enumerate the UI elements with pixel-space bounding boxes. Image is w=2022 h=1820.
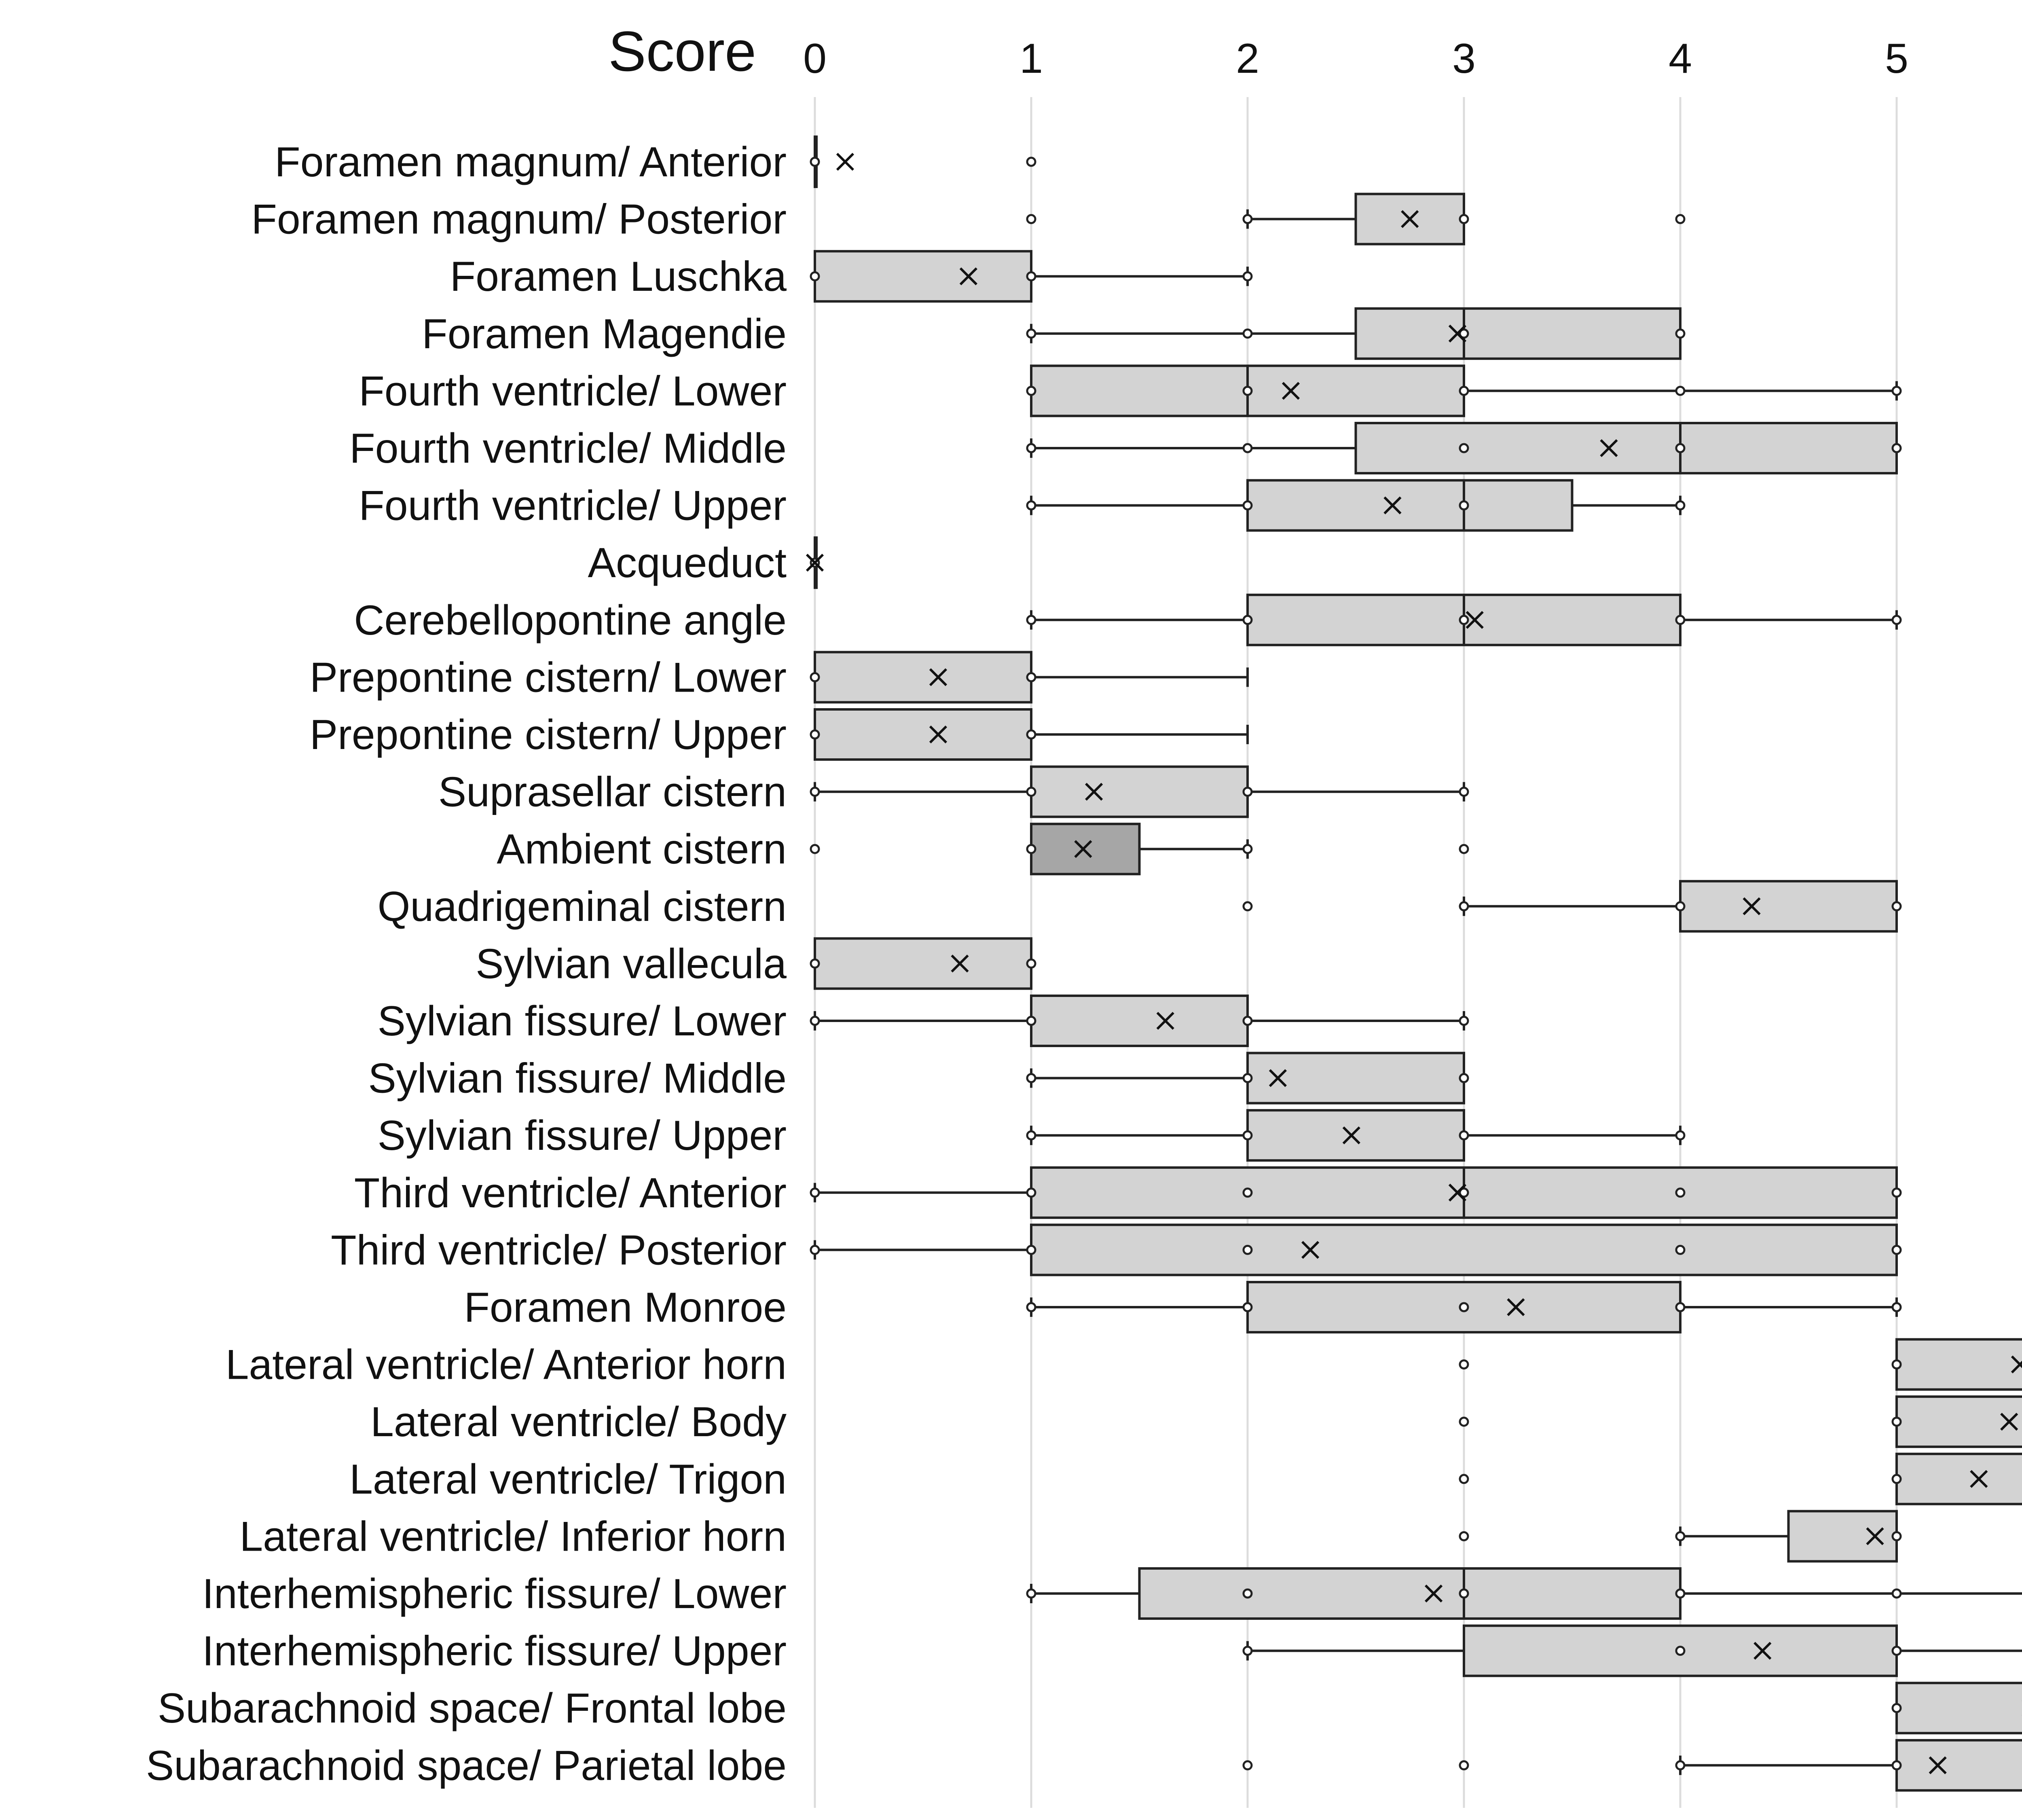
x-axis-ticks: [803, 35, 2022, 82]
box-sylvian-fissure-lower: [811, 996, 1468, 1046]
data-point: [811, 788, 819, 796]
data-point: [1244, 845, 1252, 853]
box-fourth-ventricle-upper: [1027, 480, 1684, 531]
data-point: [1460, 788, 1468, 796]
category-label-foramen-magendie: Foramen Magendie: [422, 310, 787, 358]
data-point: [1676, 1246, 1684, 1254]
box-fourth-ventricle-middle: [1027, 423, 1901, 473]
box-body: [1680, 881, 1897, 931]
data-point: [1460, 1418, 1468, 1426]
data-point: [1027, 673, 1035, 681]
data-point: [1460, 845, 1468, 853]
data-point: [1893, 1704, 1901, 1712]
category-label-cerebellopontine-angle: Cerebellopontine angle: [354, 597, 787, 644]
data-point: [1027, 1131, 1035, 1139]
data-point: [1027, 616, 1035, 624]
data-point: [1244, 387, 1252, 395]
data-point: [1244, 330, 1252, 338]
data-point: [1460, 502, 1468, 510]
data-point: [1027, 959, 1035, 967]
box-foramen-luschka: [811, 251, 1252, 301]
data-point: [811, 1246, 819, 1254]
data-point: [811, 959, 819, 967]
data-point: [811, 730, 819, 739]
box-lateral-ventricle-trigon: [1460, 1454, 2022, 1504]
x-tick-label-3: 3: [1452, 35, 1476, 82]
box-body: [1897, 1454, 2022, 1504]
data-point: [1893, 1761, 1901, 1769]
data-point: [1676, 1761, 1684, 1769]
x-tick-label-5: 5: [1885, 35, 1908, 82]
category-label-prepontine-cistern-lower: Prepontine cistern/ Lower: [309, 654, 787, 701]
data-point: [811, 158, 819, 166]
mean-marker: [837, 154, 853, 170]
data-point: [1244, 1074, 1252, 1082]
data-point: [1027, 788, 1035, 796]
data-point: [1893, 1189, 1901, 1197]
category-label-sylvian-vallecula: Sylvian vallecula: [476, 940, 787, 988]
data-point: [1027, 1189, 1035, 1197]
data-point: [1676, 1647, 1684, 1655]
category-label-lateral-ventricle-body: Lateral ventricle/ Body: [370, 1399, 787, 1446]
category-label-fourth-ventricle-lower: Fourth ventricle/ Lower: [359, 368, 787, 415]
category-label-interhemispheric-fissure-lower: Interhemispheric fissure/ Lower: [202, 1570, 787, 1617]
data-point: [1027, 502, 1035, 510]
box-body: [815, 709, 1031, 760]
box-suprasellar-cistern: [811, 767, 1468, 817]
data-point: [1027, 1017, 1035, 1025]
category-label-foramen-magnum-anterior: Foramen magnum/ Anterior: [275, 139, 787, 186]
data-point: [1027, 330, 1035, 338]
data-point: [1027, 845, 1035, 853]
data-point: [1244, 1017, 1252, 1025]
category-label-third-ventricle-anterior: Third ventricle/ Anterior: [354, 1169, 787, 1217]
data-point: [1893, 1246, 1901, 1254]
box-body: [1031, 824, 1140, 874]
data-point: [1676, 1589, 1684, 1598]
box-fourth-ventricle-lower: [1027, 366, 1901, 416]
box-body: [1356, 309, 1681, 359]
box-subarachnoid-space-parietal-lobe: [1244, 1740, 2022, 1790]
data-point: [1460, 1131, 1468, 1139]
box-interhemispheric-fissure-upper: [1244, 1626, 2022, 1676]
data-point: [1244, 1647, 1252, 1655]
data-point: [1460, 616, 1468, 624]
data-point: [1244, 502, 1252, 510]
data-point: [1676, 1532, 1684, 1540]
data-point: [1244, 444, 1252, 452]
box-interhemispheric-fissure-lower: [1027, 1568, 2022, 1619]
data-point: [1893, 616, 1901, 624]
box-body: [815, 938, 1031, 988]
box-series: [807, 137, 2022, 1790]
data-point: [1460, 1475, 1468, 1483]
category-label-sylvian-fissure-lower: Sylvian fissure/ Lower: [377, 998, 787, 1045]
category-label-sylvian-fissure-middle: Sylvian fissure/ Middle: [368, 1055, 787, 1102]
data-point: [1027, 1303, 1035, 1311]
data-point: [811, 1017, 819, 1025]
category-label-fourth-ventricle-middle: Fourth ventricle/ Middle: [349, 425, 787, 472]
data-point: [1676, 215, 1684, 223]
box-body: [1897, 1397, 2022, 1447]
box-body: [1897, 1683, 2022, 1733]
data-point: [1027, 387, 1035, 395]
category-label-fourth-ventricle-upper: Fourth ventricle/ Upper: [359, 482, 787, 529]
data-point: [1460, 1589, 1468, 1598]
data-point: [1676, 1303, 1684, 1311]
box-foramen-monroe: [1027, 1282, 1901, 1332]
category-label-suprasellar-cistern: Suprasellar cistern: [438, 768, 787, 816]
data-point: [1676, 1189, 1684, 1197]
box-sylvian-fissure-upper: [1027, 1110, 1684, 1160]
data-point: [1244, 1761, 1252, 1769]
box-subarachnoid-space-frontal-lobe: [1893, 1683, 2022, 1733]
category-label-foramen-luschka: Foramen Luschka: [450, 253, 787, 301]
category-label-acqueduct: Acqueduct: [588, 540, 787, 587]
data-point: [811, 845, 819, 853]
category-label-lateral-ventricle-inferior-horn: Lateral ventricle/ Inferior horn: [239, 1513, 787, 1560]
category-label-subarachnoid-space-parietal-lobe: Subarachnoid space/ Parietal lobe: [146, 1742, 787, 1789]
data-point: [1460, 1303, 1468, 1311]
data-point: [1893, 1532, 1901, 1540]
data-point: [1676, 902, 1684, 910]
data-point: [1244, 1303, 1252, 1311]
box-body: [815, 251, 1031, 301]
data-point: [1893, 1303, 1901, 1311]
data-point: [1460, 902, 1468, 910]
data-point: [1893, 1418, 1901, 1426]
box-sylvian-fissure-middle: [1027, 1053, 1468, 1103]
category-label-lateral-ventricle-trigon: Lateral ventricle/ Trigon: [349, 1456, 787, 1503]
box-sylvian-vallecula: [811, 938, 1035, 988]
data-point: [1460, 1361, 1468, 1369]
data-point: [1676, 387, 1684, 395]
category-label-prepontine-cistern-upper: Prepontine cistern/ Upper: [309, 711, 787, 758]
data-point: [811, 673, 819, 681]
category-labels: [146, 139, 787, 1789]
box-body: [1248, 480, 1572, 531]
box-foramen-magendie: [1027, 309, 1684, 359]
category-label-third-ventricle-posterior: Third ventricle/ Posterior: [330, 1227, 787, 1274]
data-point: [1244, 215, 1252, 223]
box-body: [1140, 1568, 1681, 1619]
box-body: [1897, 1740, 2022, 1790]
data-point: [1244, 1189, 1252, 1197]
box-foramen-magnum-anterior: [811, 137, 1035, 187]
box-acqueduct: [807, 538, 823, 588]
data-point: [1676, 616, 1684, 624]
data-point: [1893, 1475, 1901, 1483]
category-label-interhemispheric-fissure-upper: Interhemispheric fissure/ Upper: [202, 1627, 787, 1675]
x-axis-title: Score: [608, 19, 756, 83]
category-label-sylvian-fissure-upper: Sylvian fissure/ Upper: [377, 1112, 787, 1160]
box-body: [1031, 1225, 1897, 1275]
box-body: [1031, 767, 1248, 817]
x-tick-label-0: 0: [803, 35, 827, 82]
data-point: [1676, 330, 1684, 338]
category-label-quadrigeminal-cistern: Quadrigeminal cistern: [377, 883, 787, 930]
data-point: [1676, 1131, 1684, 1139]
data-point: [1460, 1017, 1468, 1025]
box-third-ventricle-anterior: [811, 1168, 1901, 1218]
data-point: [1027, 1246, 1035, 1254]
data-point: [1027, 1589, 1035, 1598]
data-point: [1027, 272, 1035, 280]
data-point: [1460, 387, 1468, 395]
data-point: [1893, 1361, 1901, 1369]
box-quadrigeminal-cistern: [1244, 881, 1901, 931]
category-label-lateral-ventricle-anterior-horn: Lateral ventricle/ Anterior horn: [225, 1341, 787, 1388]
data-point: [1893, 902, 1901, 910]
box-prepontine-cistern-upper: [811, 709, 1248, 760]
data-point: [1893, 1589, 1901, 1598]
box-lateral-ventricle-body: [1460, 1397, 2022, 1447]
data-point: [1676, 502, 1684, 510]
data-point: [1244, 1246, 1252, 1254]
box-ambient-cistern: [811, 824, 1468, 874]
box-body: [1897, 1340, 2022, 1390]
box-lateral-ventricle-anterior-horn: [1460, 1340, 2022, 1390]
data-point: [1027, 215, 1035, 223]
x-tick-label-2: 2: [1236, 35, 1259, 82]
box-prepontine-cistern-lower: [811, 652, 1248, 702]
box-body: [1248, 1110, 1464, 1160]
data-point: [1244, 902, 1252, 910]
data-point: [1460, 1761, 1468, 1769]
box-body: [1031, 996, 1248, 1046]
box-third-ventricle-posterior: [811, 1225, 1901, 1275]
data-point: [811, 272, 819, 280]
box-lateral-ventricle-inferior-horn: [1460, 1511, 2022, 1561]
box-body: [1356, 423, 1897, 473]
data-point: [1027, 158, 1035, 166]
x-tick-label-4: 4: [1669, 35, 1692, 82]
data-point: [1244, 1131, 1252, 1139]
box-body: [1248, 1053, 1464, 1103]
data-point: [1244, 788, 1252, 796]
data-point: [1244, 272, 1252, 280]
data-point: [1027, 730, 1035, 739]
data-point: [1676, 444, 1684, 452]
data-point: [1460, 1532, 1468, 1540]
data-point: [1893, 1647, 1901, 1655]
data-point: [1027, 1074, 1035, 1082]
box-foramen-magnum-posterior: [1027, 194, 1684, 244]
box-cerebellopontine-angle: [1027, 595, 1901, 645]
data-point: [1244, 1589, 1252, 1598]
box-body: [815, 652, 1031, 702]
data-point: [1893, 387, 1901, 395]
category-label-foramen-magnum-posterior: Foramen magnum/ Posterior: [251, 196, 787, 243]
data-point: [1460, 444, 1468, 452]
x-tick-label-1: 1: [1019, 35, 1043, 82]
data-point: [811, 1189, 819, 1197]
data-point: [1027, 444, 1035, 452]
category-label-ambient-cistern: Ambient cistern: [497, 826, 787, 873]
box-body: [1789, 1511, 1897, 1561]
data-point: [1893, 444, 1901, 452]
category-label-subarachnoid-space-frontal-lobe: Subarachnoid space/ Frontal lobe: [157, 1685, 787, 1732]
data-point: [1244, 616, 1252, 624]
data-point: [1460, 215, 1468, 223]
category-label-foramen-monroe: Foramen Monroe: [464, 1284, 787, 1331]
data-point: [1460, 1074, 1468, 1082]
